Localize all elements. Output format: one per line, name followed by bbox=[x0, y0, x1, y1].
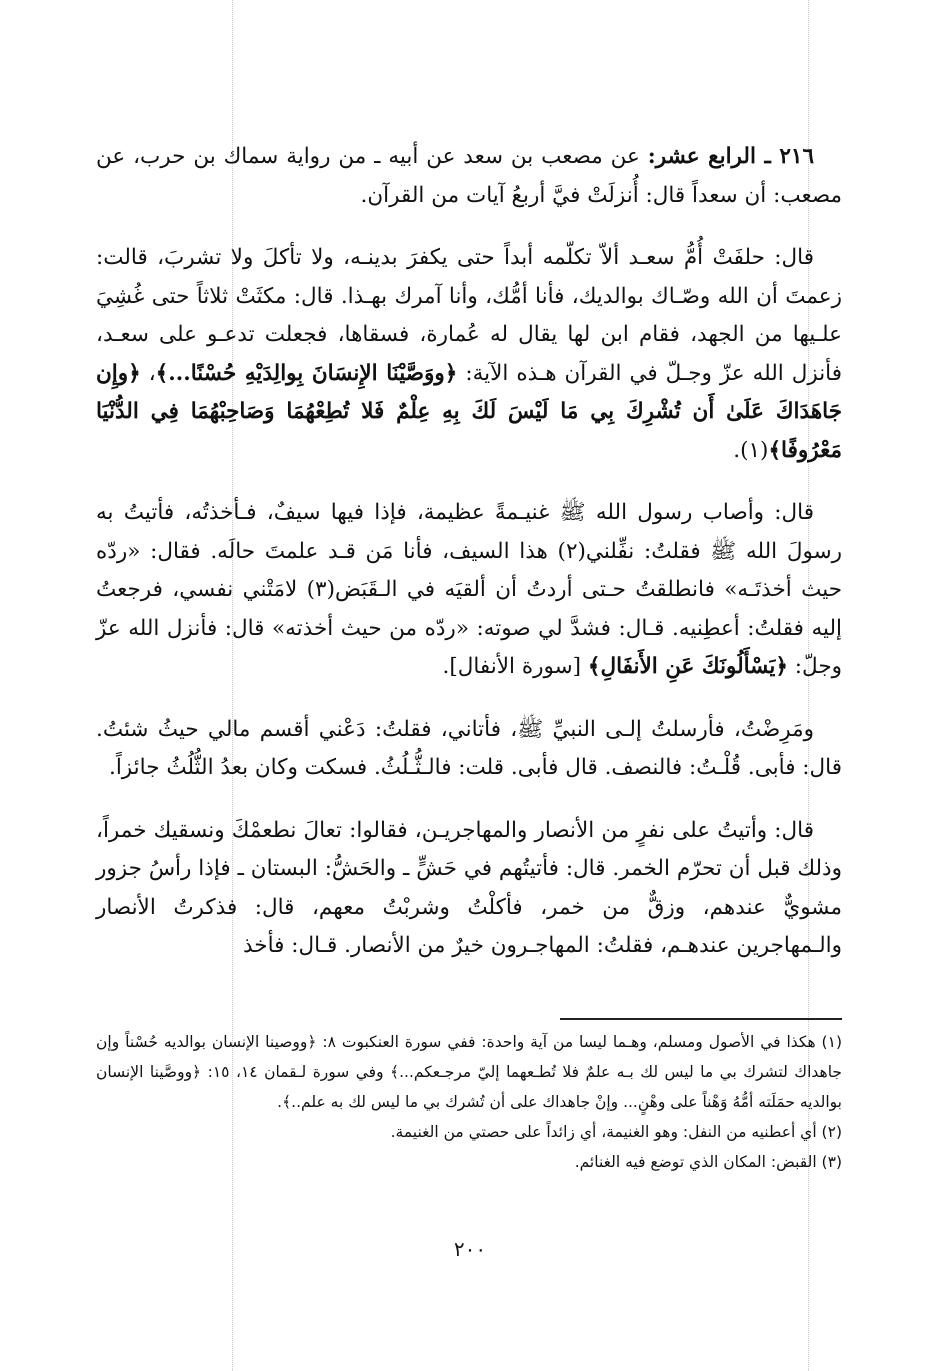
quran-verse: ﴿وإِن جَاهَدَاكَ عَلَىٰ أَن تُشْرِكَ بِي مَا لَيْسَ لَكَ بِهِ عِلْمٌ فَلا تُطِعْهُمَا وَصَاحِبْهُمَا فِي الدُّنْيَا مَعْرُوفًا﴾ bbox=[96, 360, 842, 463]
hadith-number: ٢١٦ bbox=[779, 144, 814, 169]
paragraph-text: عن مصعب بن سعد عن أبيه ـ من رواية سماك بن حرب، عن مصعب: أن سعداً قال: أُنزلَتْ فيَّ أربعُ آيات من القرآن. bbox=[96, 144, 842, 208]
quran-verse: ﴿ووَصَّيْنَا الإِنسَانَ بِوالِدَيْهِ حُسْنًا...﴾ bbox=[155, 360, 458, 386]
paragraph-3 bbox=[96, 494, 842, 687]
paragraph-1 bbox=[96, 138, 842, 215]
paragraph-text: ومَرِضْتُ، فأرسلتُ إلـى النبيِّ ﷺ، فأتاني، فقلتُ: دَعْني أقسم مالي حيثُ شئتُ. قال: فأبى. قُلْـتُ: فالنصف. قال فأبى. قلت: فالـثُّـلُثُ. فسكت وكان بعدُ الثُّلُثُ جائزاً. bbox=[96, 716, 842, 780]
footnote-3: (٣) القبض: المكان الذي توضع فيه الغنائم. bbox=[574, 1153, 842, 1171]
separator: ، bbox=[140, 360, 156, 386]
footnote-1: (١) هكذا في الأصول ومسلم، وهـما ليسا من آية واحدة: ففي سورة العنكبوت ٨: ﴿ووصينا الإنسان بوالديه حُسْناً وإن جاهداك لتشرك بي ما ليس لك بـه علمٌ فلا تُطـعهما إليّ مرجـعكم...﴾ وفي سورة لـقمان ١٤، ١٥: ﴿ووصَّينا الإنسان بوالديه حمَلَته أمُّهُ وَهْناً على وهْنٍ... وإنْ جاهداك على أن تُشرك بي ما ليس لك به علم..﴾. bbox=[96, 1033, 843, 1111]
quran-verse: ﴿يَسْأَلُونَكَ عَنِ الأَنفَالِ﴾ bbox=[587, 654, 788, 679]
surah-reference: [سورة الأنفال]. bbox=[442, 654, 588, 679]
paragraph-5 bbox=[96, 812, 842, 966]
main-text bbox=[96, 138, 842, 966]
paragraph-text: قال: وأتيتُ على نفرٍ من الأنصار والمهاجريـن، فقالوا: تعالَ نطعمْكَ ونسقيك خمراً، وذلك قبل أن تحرّم الخمر. قال: فأتيتُهم في حَشٍّ ـ والحَشُّ: البستان ـ فإذا رأسُ جزور مشويٌّ عندهم، وزقٌّ من خمر، فأكلْتُ وشربْتُ معهم، قال: فذكرتُ الأنصار والـمهاجرين عندهـم، فقلتُ: المهاجـرون خيرٌ من الأنصار. قـال: فأخذ bbox=[96, 817, 842, 958]
footnote-2: (٢) أي أعطنيه من النفل: وهو الغنيمة، أي زائداً على حصتي من الغنيمة. bbox=[390, 1123, 842, 1141]
paragraph-text: قال: حلفَتْ أُمُّ سعـد ألاّ تكلّمه أبداً حتى يكفرَ بدينـه، ولا تأكلَ ولا تشربَ، قالت: زعمتَ أن الله وصّـاك بوالديك، فأنا أمُّك، وأنا آمرك بهـذا. قال: مكثَتْ ثلاثاً حتى غُشِيَ علـيها من الجهد، فقام ابن لها يقال له عُمارة، فسقاها، فجعلت تدعـو على سعـد، فأنزل الله عزّ وجـلّ في القرآن هـذه الآية: bbox=[96, 245, 843, 386]
footnotes bbox=[96, 1027, 842, 1177]
footnote-ref: (١). bbox=[733, 437, 769, 463]
page-number: ٢٠٠ bbox=[453, 1237, 487, 1261]
paragraph-4 bbox=[96, 711, 842, 788]
footnote-divider bbox=[560, 1018, 842, 1020]
hadith-heading: ـ الرابع عشر: bbox=[647, 144, 780, 169]
paragraph-text: قال: وأصاب رسول الله ﷺ غنيـمةً عظيمة، فإذا فيها سيفٌ، فـأخذتُه، فأتيتُ به رسولَ الله ﷺ فقلتُ: نفِّلني(٢) هذا السيف، فأنا مَن قـد علمتَ حالَه. فقال: «ردّه حيث أخذتَـه» فانطلقتُ حـتى أردتُ أن ألقيَه في الـقَبَض(٣) لامَتْني نفسي، فرجعتُ إليه فقلتُ: أعطِنيه. قـال: فشدَّ لي صوته: «ردّه من حيث أخذته» قال: فأنزل الله عزّ وجلّ: bbox=[96, 500, 842, 679]
paragraph-2 bbox=[96, 239, 842, 470]
